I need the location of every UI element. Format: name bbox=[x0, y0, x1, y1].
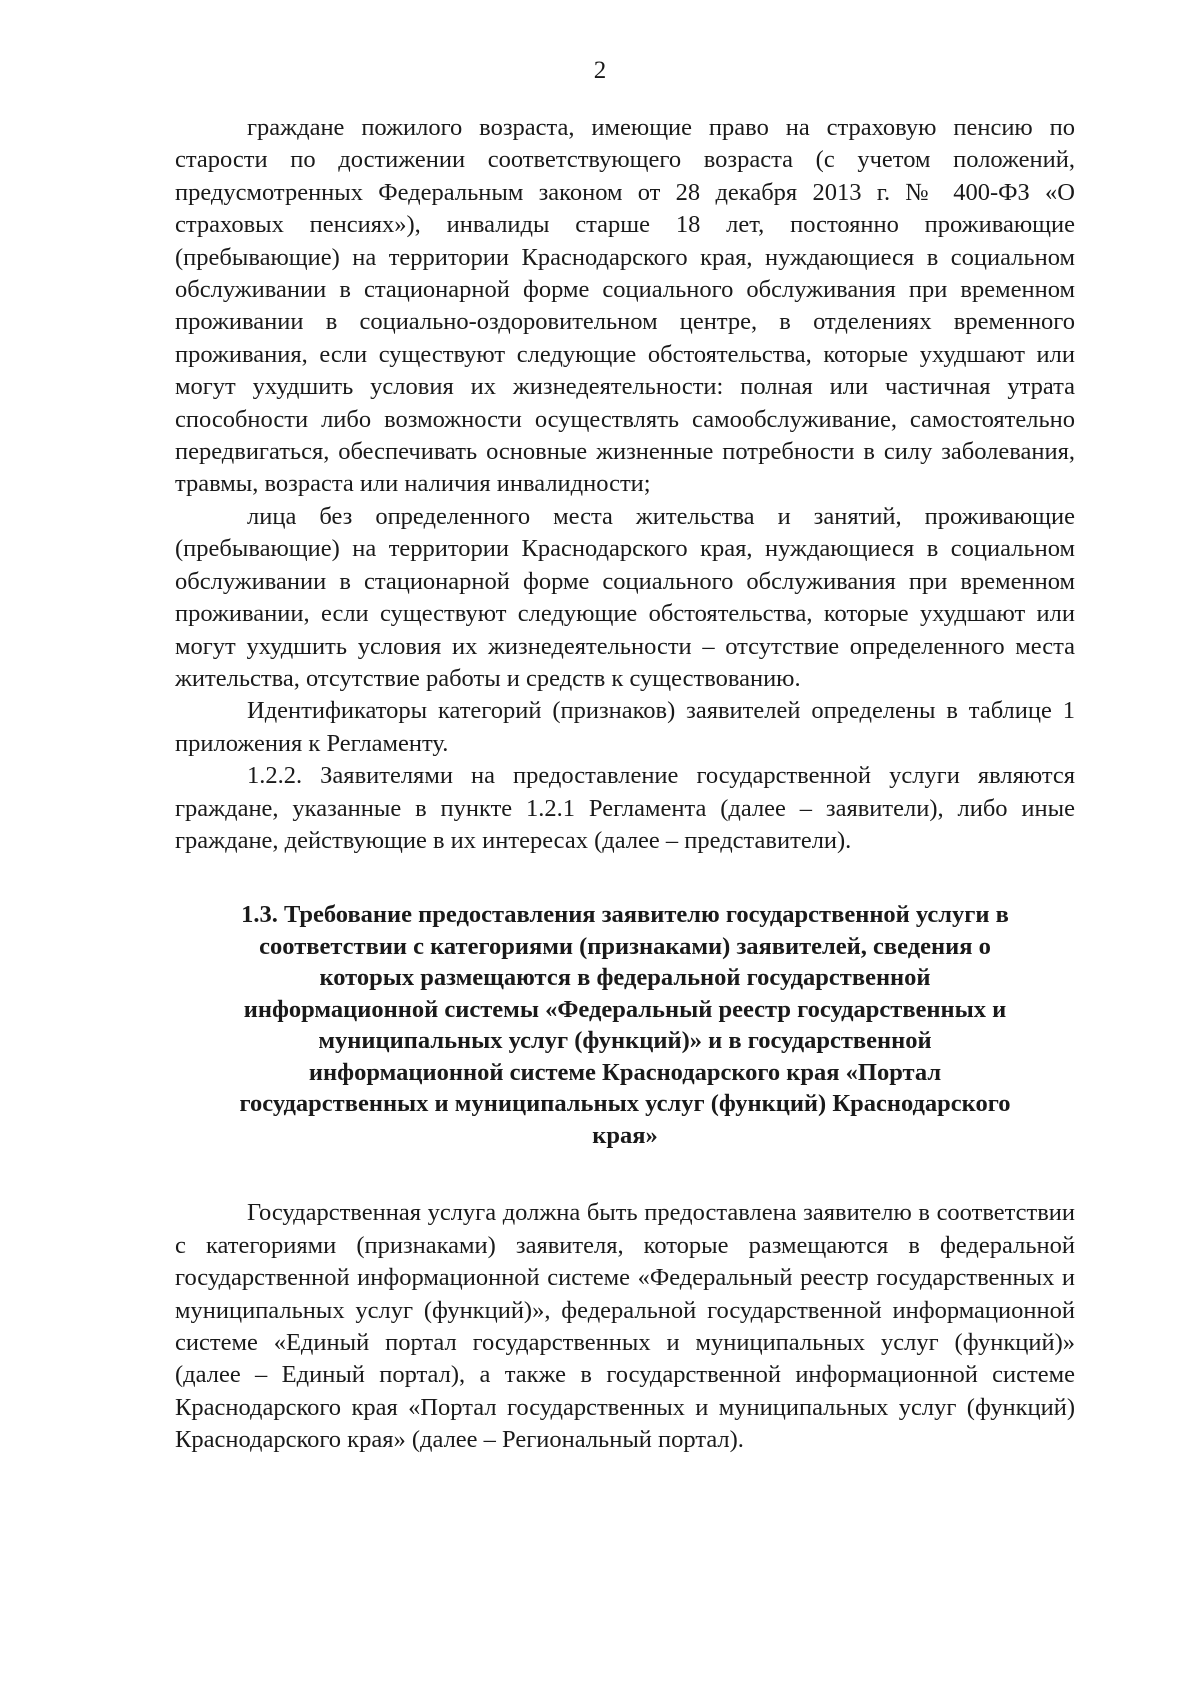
paragraph-category-identifiers: Идентификаторы категорий (признаков) заявителей определены в таблице 1 приложения к Регламенту. bbox=[175, 697, 1075, 757]
paragraph-homeless-persons: лица без определенного места жительства и занятий, проживающие (пребывающие) на территории Краснодарского края, нуждающиеся в социальном обслуживании в стационарной форме социального обслуживания при временном проживании, если существуют следующие обстоятельства, которые ухудшают или могут ухудшить условия их жизнедеятельности – отсутствие определенного места жительства, отсутствие работы и средств к существованию. bbox=[175, 502, 1075, 692]
paragraph-applicants: 1.2.2. Заявителями на предоставление государственной услуги являются граждане, указанные в пункте 1.2.1 Регламента (далее – заявители), либо иные граждане, действующие в их интересах (далее – представители). bbox=[175, 762, 1075, 854]
section-heading: 1.3. Требование предоставления заявителю государственной услуги в соответствии с категориями (признаками) заявителей, сведения о которых размещаются в федеральной государственной информационной системы «Федеральный реестр государственных и муниципальных услуг (функций)» и в государственной информационной системе Краснодарского края «Портал государственных и муниципальных услуг (функций) Краснодарского края» bbox=[239, 901, 1011, 1149]
document-body bbox=[175, 112, 1075, 1457]
paragraph-elderly-citizens: граждане пожилого возраста, имеющие право на страховую пенсию по старости по достижении соответствующего возраста (с учетом положений, предусмотренных Федеральным законом от 28 декабря 2013 г. № 400-ФЗ «О страховых пенсиях»), инвалиды старше 18 лет, постоянно проживающие (пребывающие) на территории Краснодарского края, нуждающиеся в социальном обслуживании в стационарной форме социального обслуживания при временном проживании в социально-оздоровительном центре, в отделениях временного проживания, если существуют следующие обстоятельства, которые ухудшают или могут ухудшить условия их жизнедеятельности: полная или частичная утрата способности либо возможности осуществлять самообслуживание, самостоятельно передвигаться, обеспечивать основные жизненные потребности в силу заболевания, травмы, возраста или наличия инвалидности; bbox=[175, 114, 1075, 498]
page-number: 2 bbox=[593, 57, 607, 84]
paragraph-service-provision: Государственная услуга должна быть предоставлена заявителю в соответствии с категориями (признаками) заявителя, которые размещаются в федеральной государственной информационной системе «Федеральный реестр государственных и муниципальных услуг (функций)», федеральной государственной информационной системе «Единый портал государственных и муниципальных услуг (функций)» (далее – Единый портал), а также в государственной информационной системе Краснодарского края «Портал государственных и муниципальных услуг (функций) Краснодарского края» (далее – Региональный портал). bbox=[175, 1199, 1075, 1454]
